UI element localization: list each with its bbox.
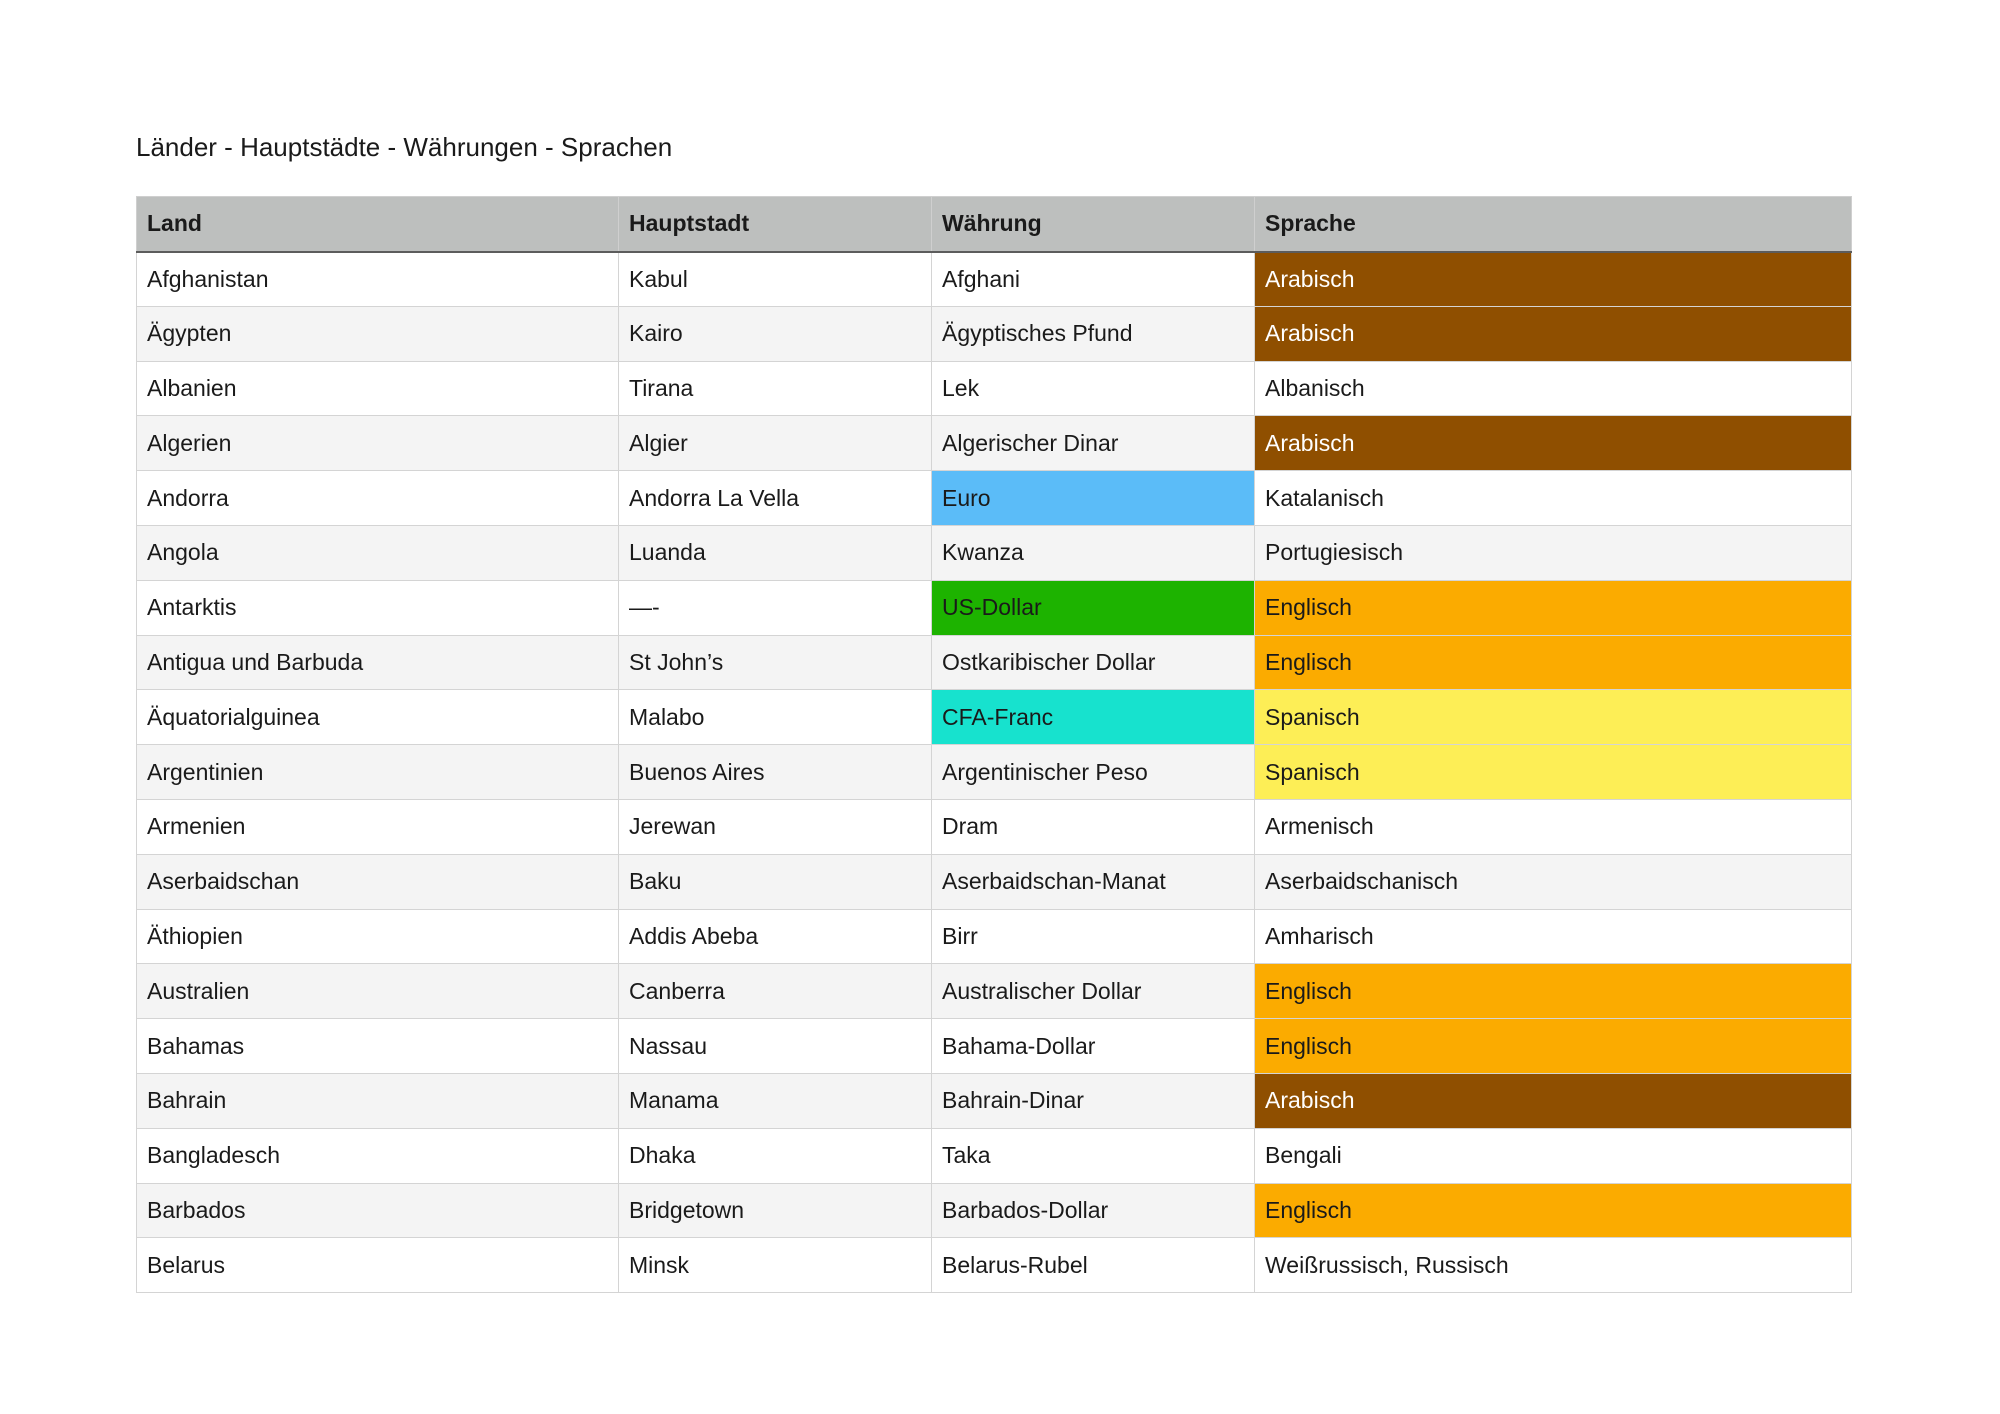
cell-land[interactable]: Andorra (137, 471, 619, 526)
cell-sprache[interactable]: Weißrussisch, Russisch (1255, 1238, 1852, 1293)
table-row (137, 1128, 1852, 1183)
cell-land[interactable]: Aserbaidschan (137, 854, 619, 909)
cell-hauptstadt[interactable]: —- (619, 580, 932, 635)
cell-sprache[interactable]: Englisch (1255, 635, 1852, 690)
cell-waehrung[interactable]: Bahama-Dollar (932, 1019, 1255, 1074)
cell-sprache[interactable]: Armenisch (1255, 799, 1852, 854)
cell-waehrung[interactable]: Bahrain-Dinar (932, 1073, 1255, 1128)
cell-land[interactable]: Ägypten (137, 306, 619, 361)
cell-waehrung[interactable]: Ostkaribischer Dollar (932, 635, 1255, 690)
table-row (137, 1073, 1852, 1128)
table-row (137, 416, 1852, 471)
cell-hauptstadt[interactable]: Luanda (619, 525, 932, 580)
cell-sprache[interactable]: Englisch (1255, 1183, 1852, 1238)
cell-land[interactable]: Afghanistan (137, 252, 619, 307)
cell-hauptstadt[interactable]: Buenos Aires (619, 745, 932, 800)
table-row (137, 471, 1852, 526)
cell-waehrung[interactable]: Afghani (932, 252, 1255, 307)
cell-hauptstadt[interactable]: Bridgetown (619, 1183, 932, 1238)
table-body (137, 252, 1852, 1293)
cell-sprache[interactable]: Arabisch (1255, 1073, 1852, 1128)
cell-hauptstadt[interactable]: Kabul (619, 252, 932, 307)
cell-hauptstadt[interactable]: Baku (619, 854, 932, 909)
table-row (137, 361, 1852, 416)
cell-sprache[interactable]: Spanisch (1255, 745, 1852, 800)
cell-land[interactable]: Belarus (137, 1238, 619, 1293)
cell-land[interactable]: Bahamas (137, 1019, 619, 1074)
cell-sprache[interactable]: Portugiesisch (1255, 525, 1852, 580)
table-row (137, 525, 1852, 580)
cell-hauptstadt[interactable]: Addis Abeba (619, 909, 932, 964)
cell-land[interactable]: Äquatorialguinea (137, 690, 619, 745)
cell-sprache[interactable]: Arabisch (1255, 306, 1852, 361)
cell-land[interactable]: Algerien (137, 416, 619, 471)
table-row (137, 799, 1852, 854)
header-sprache[interactable]: Sprache (1255, 197, 1852, 252)
table-row (137, 306, 1852, 361)
cell-land[interactable]: Antarktis (137, 580, 619, 635)
cell-waehrung[interactable]: Euro (932, 471, 1255, 526)
cell-waehrung[interactable]: Birr (932, 909, 1255, 964)
cell-hauptstadt[interactable]: St John’s (619, 635, 932, 690)
table-row (137, 854, 1852, 909)
cell-land[interactable]: Bahrain (137, 1073, 619, 1128)
cell-hauptstadt[interactable]: Andorra La Vella (619, 471, 932, 526)
cell-sprache[interactable]: Englisch (1255, 964, 1852, 1019)
cell-land[interactable]: Antigua und Barbuda (137, 635, 619, 690)
cell-waehrung[interactable]: Barbados-Dollar (932, 1183, 1255, 1238)
header-land[interactable]: Land (137, 197, 619, 252)
cell-hauptstadt[interactable]: Minsk (619, 1238, 932, 1293)
table-row (137, 252, 1852, 307)
cell-hauptstadt[interactable]: Dhaka (619, 1128, 932, 1183)
cell-land[interactable]: Bangladesch (137, 1128, 619, 1183)
cell-hauptstadt[interactable]: Kairo (619, 306, 932, 361)
cell-waehrung[interactable]: Lek (932, 361, 1255, 416)
cell-waehrung[interactable]: Algerischer Dinar (932, 416, 1255, 471)
cell-hauptstadt[interactable]: Nassau (619, 1019, 932, 1074)
cell-sprache[interactable]: Arabisch (1255, 252, 1852, 307)
table-row (137, 1238, 1852, 1293)
cell-waehrung[interactable]: Taka (932, 1128, 1255, 1183)
table-row (137, 964, 1852, 1019)
header-waehrung[interactable]: Währung (932, 197, 1255, 252)
table-row (137, 745, 1852, 800)
cell-sprache[interactable]: Englisch (1255, 1019, 1852, 1074)
table-row (137, 690, 1852, 745)
cell-hauptstadt[interactable]: Malabo (619, 690, 932, 745)
cell-sprache[interactable]: Katalanisch (1255, 471, 1852, 526)
cell-sprache[interactable]: Spanisch (1255, 690, 1852, 745)
countries-table (136, 196, 1852, 1293)
cell-land[interactable]: Armenien (137, 799, 619, 854)
cell-waehrung[interactable]: Ägyptisches Pfund (932, 306, 1255, 361)
table-row (137, 635, 1852, 690)
cell-waehrung[interactable]: Belarus-Rubel (932, 1238, 1255, 1293)
cell-sprache[interactable]: Amharisch (1255, 909, 1852, 964)
cell-hauptstadt[interactable]: Canberra (619, 964, 932, 1019)
cell-sprache[interactable]: Arabisch (1255, 416, 1852, 471)
cell-hauptstadt[interactable]: Tirana (619, 361, 932, 416)
cell-waehrung[interactable]: Australischer Dollar (932, 964, 1255, 1019)
cell-land[interactable]: Albanien (137, 361, 619, 416)
cell-waehrung[interactable]: Kwanza (932, 525, 1255, 580)
cell-sprache[interactable]: Aserbaidschanisch (1255, 854, 1852, 909)
table-row (137, 909, 1852, 964)
table-row (137, 580, 1852, 635)
cell-sprache[interactable]: Albanisch (1255, 361, 1852, 416)
cell-sprache[interactable]: Englisch (1255, 580, 1852, 635)
cell-hauptstadt[interactable]: Jerewan (619, 799, 932, 854)
cell-waehrung[interactable]: Aserbaidschan-Manat (932, 854, 1255, 909)
table-row (137, 1019, 1852, 1074)
cell-land[interactable]: Barbados (137, 1183, 619, 1238)
cell-waehrung[interactable]: Argentinischer Peso (932, 745, 1255, 800)
cell-waehrung[interactable]: US-Dollar (932, 580, 1255, 635)
cell-sprache[interactable]: Bengali (1255, 1128, 1852, 1183)
cell-waehrung[interactable]: CFA-Franc (932, 690, 1255, 745)
cell-hauptstadt[interactable]: Algier (619, 416, 932, 471)
header-hauptstadt[interactable]: Hauptstadt (619, 197, 932, 252)
table-header-row (137, 197, 1852, 252)
cell-land[interactable]: Angola (137, 525, 619, 580)
cell-land[interactable]: Australien (137, 964, 619, 1019)
document-title: Länder - Hauptstädte - Währungen - Sprachen (136, 132, 673, 162)
cell-land[interactable]: Argentinien (137, 745, 619, 800)
table-row (137, 1183, 1852, 1238)
cell-hauptstadt[interactable]: Manama (619, 1073, 932, 1128)
cell-waehrung[interactable]: Dram (932, 799, 1255, 854)
cell-land[interactable]: Äthiopien (137, 909, 619, 964)
